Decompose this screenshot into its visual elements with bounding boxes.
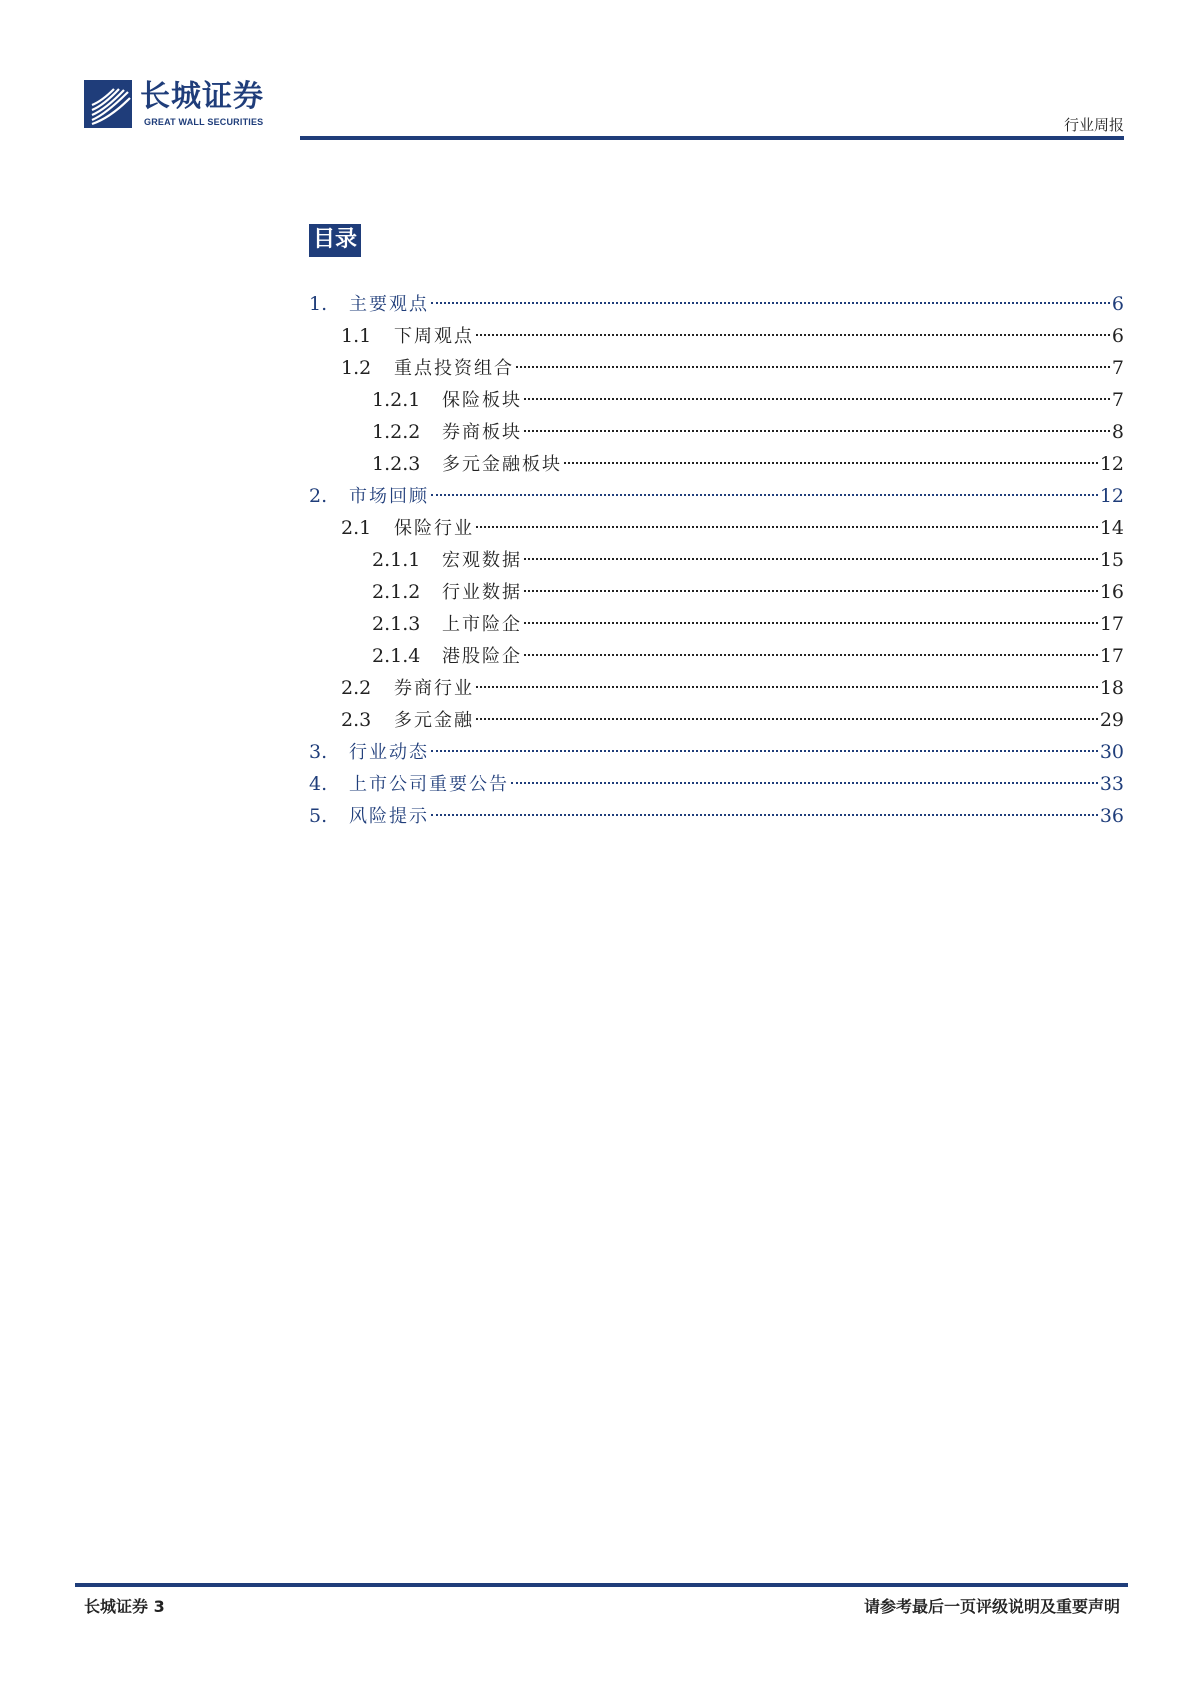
toc-entry-page: 6 [1111,325,1124,347]
report-type-label: 行业周报 [1063,116,1124,134]
toc-entry-label: 主要观点 [349,294,429,315]
toc-entry-page: 17 [1099,645,1124,667]
toc-entry[interactable] [309,800,1124,832]
toc-entry[interactable] [309,480,1124,512]
toc-dot-leader [431,814,1098,816]
toc-entry-label: 多元金融板块 [442,454,562,475]
toc-entry-number: 2.1.4 [372,645,421,667]
toc-entry[interactable] [309,736,1124,768]
toc-dot-leader [524,430,1110,432]
toc-dot-leader [476,526,1098,528]
toc-entry[interactable] [309,768,1124,800]
toc-entry-page: 15 [1099,549,1124,571]
toc-entry-label: 行业动态 [349,742,429,763]
toc-entry-page: 12 [1099,453,1124,475]
toc-entry-number: 2.1.1 [372,549,421,571]
toc-entry-label: 重点投资组合 [394,358,514,379]
toc-entry-number: 5. [309,805,328,827]
toc-entry-number: 2. [309,485,328,507]
toc-entry-page: 33 [1099,773,1124,795]
toc-entry[interactable] [309,640,1124,672]
great-wall-logo-icon [84,80,132,128]
toc-entry-label: 港股险企 [442,646,522,667]
toc-entry-number: 1.2.3 [372,453,421,475]
toc-entry[interactable] [309,448,1124,480]
header-divider [300,136,1124,140]
toc-entry-number: 1.2.2 [372,421,421,443]
toc-entry[interactable] [309,416,1124,448]
toc-entry-page: 7 [1111,357,1124,379]
toc-dot-leader [431,750,1098,752]
toc-entry[interactable] [309,320,1124,352]
toc-dot-leader [524,590,1098,592]
toc-entry-number: 1.2.1 [372,389,421,411]
toc-dot-leader [431,302,1110,304]
toc-entry-number: 1. [309,293,328,315]
toc-entry-page: 7 [1111,389,1124,411]
toc-entry-page: 6 [1111,293,1124,315]
toc-entry-page: 36 [1099,805,1124,827]
toc-dot-leader [524,654,1098,656]
toc-entry-page: 18 [1099,677,1124,699]
table-of-contents [309,288,1124,832]
logo-chinese-name: 长城证券 [140,79,264,114]
toc-dot-leader [511,782,1098,784]
toc-entry-page: 29 [1099,709,1124,731]
toc-entry-label: 市场回顾 [349,486,429,507]
company-logo [84,80,294,132]
logo-english-name: GREAT WALL SECURITIES [144,117,264,127]
toc-entry-number: 3. [309,741,328,763]
toc-dot-leader [524,622,1098,624]
toc-entry-number: 2.1.2 [372,581,421,603]
toc-entry[interactable] [309,384,1124,416]
toc-entry-number: 2.1 [341,517,372,539]
toc-entry-label: 上市公司重要公告 [349,774,509,795]
toc-entry-label: 上市险企 [442,614,522,635]
toc-entry-page: 8 [1111,421,1124,443]
toc-entry[interactable] [309,704,1124,736]
toc-entry[interactable] [309,352,1124,384]
toc-entry-page: 16 [1099,581,1124,603]
toc-dot-leader [431,494,1098,496]
toc-dot-leader [476,718,1098,720]
toc-entry-number: 1.1 [341,325,372,347]
toc-entry-label: 宏观数据 [442,550,522,571]
toc-entry-page: 17 [1099,613,1124,635]
toc-entry-label: 保险行业 [394,518,474,539]
toc-dot-leader [524,398,1110,400]
toc-entry-number: 2.3 [341,709,372,731]
toc-entry-number: 2.2 [341,677,372,699]
toc-dot-leader [564,462,1098,464]
footer-disclaimer: 请参考最后一页评级说明及重要声明 [863,1597,1120,1616]
toc-entry-label: 保险板块 [442,390,522,411]
toc-entry-label: 多元金融 [394,710,474,731]
toc-entry[interactable] [309,544,1124,576]
footer-company-page: 长城证券 3 [84,1597,165,1616]
toc-entry-number: 2.1.3 [372,613,421,635]
toc-entry-number: 4. [309,773,328,795]
toc-entry-number: 1.2 [341,357,372,379]
toc-entry-label: 下周观点 [394,326,474,347]
toc-entry[interactable] [309,576,1124,608]
toc-entry[interactable] [309,288,1124,320]
toc-entry[interactable] [309,608,1124,640]
toc-entry-label: 风险提示 [349,806,429,827]
toc-dot-leader [516,366,1110,368]
toc-dot-leader [476,334,1110,336]
toc-entry[interactable] [309,672,1124,704]
footer-divider [75,1583,1128,1587]
toc-entry-label: 行业数据 [442,582,522,603]
toc-title: 目录 [309,224,361,257]
toc-entry-page: 30 [1099,741,1124,763]
toc-entry[interactable] [309,512,1124,544]
toc-entry-page: 12 [1099,485,1124,507]
toc-entry-label: 券商行业 [394,678,474,699]
toc-entry-label: 券商板块 [442,422,522,443]
toc-dot-leader [476,686,1098,688]
toc-dot-leader [524,558,1098,560]
toc-entry-page: 14 [1099,517,1124,539]
